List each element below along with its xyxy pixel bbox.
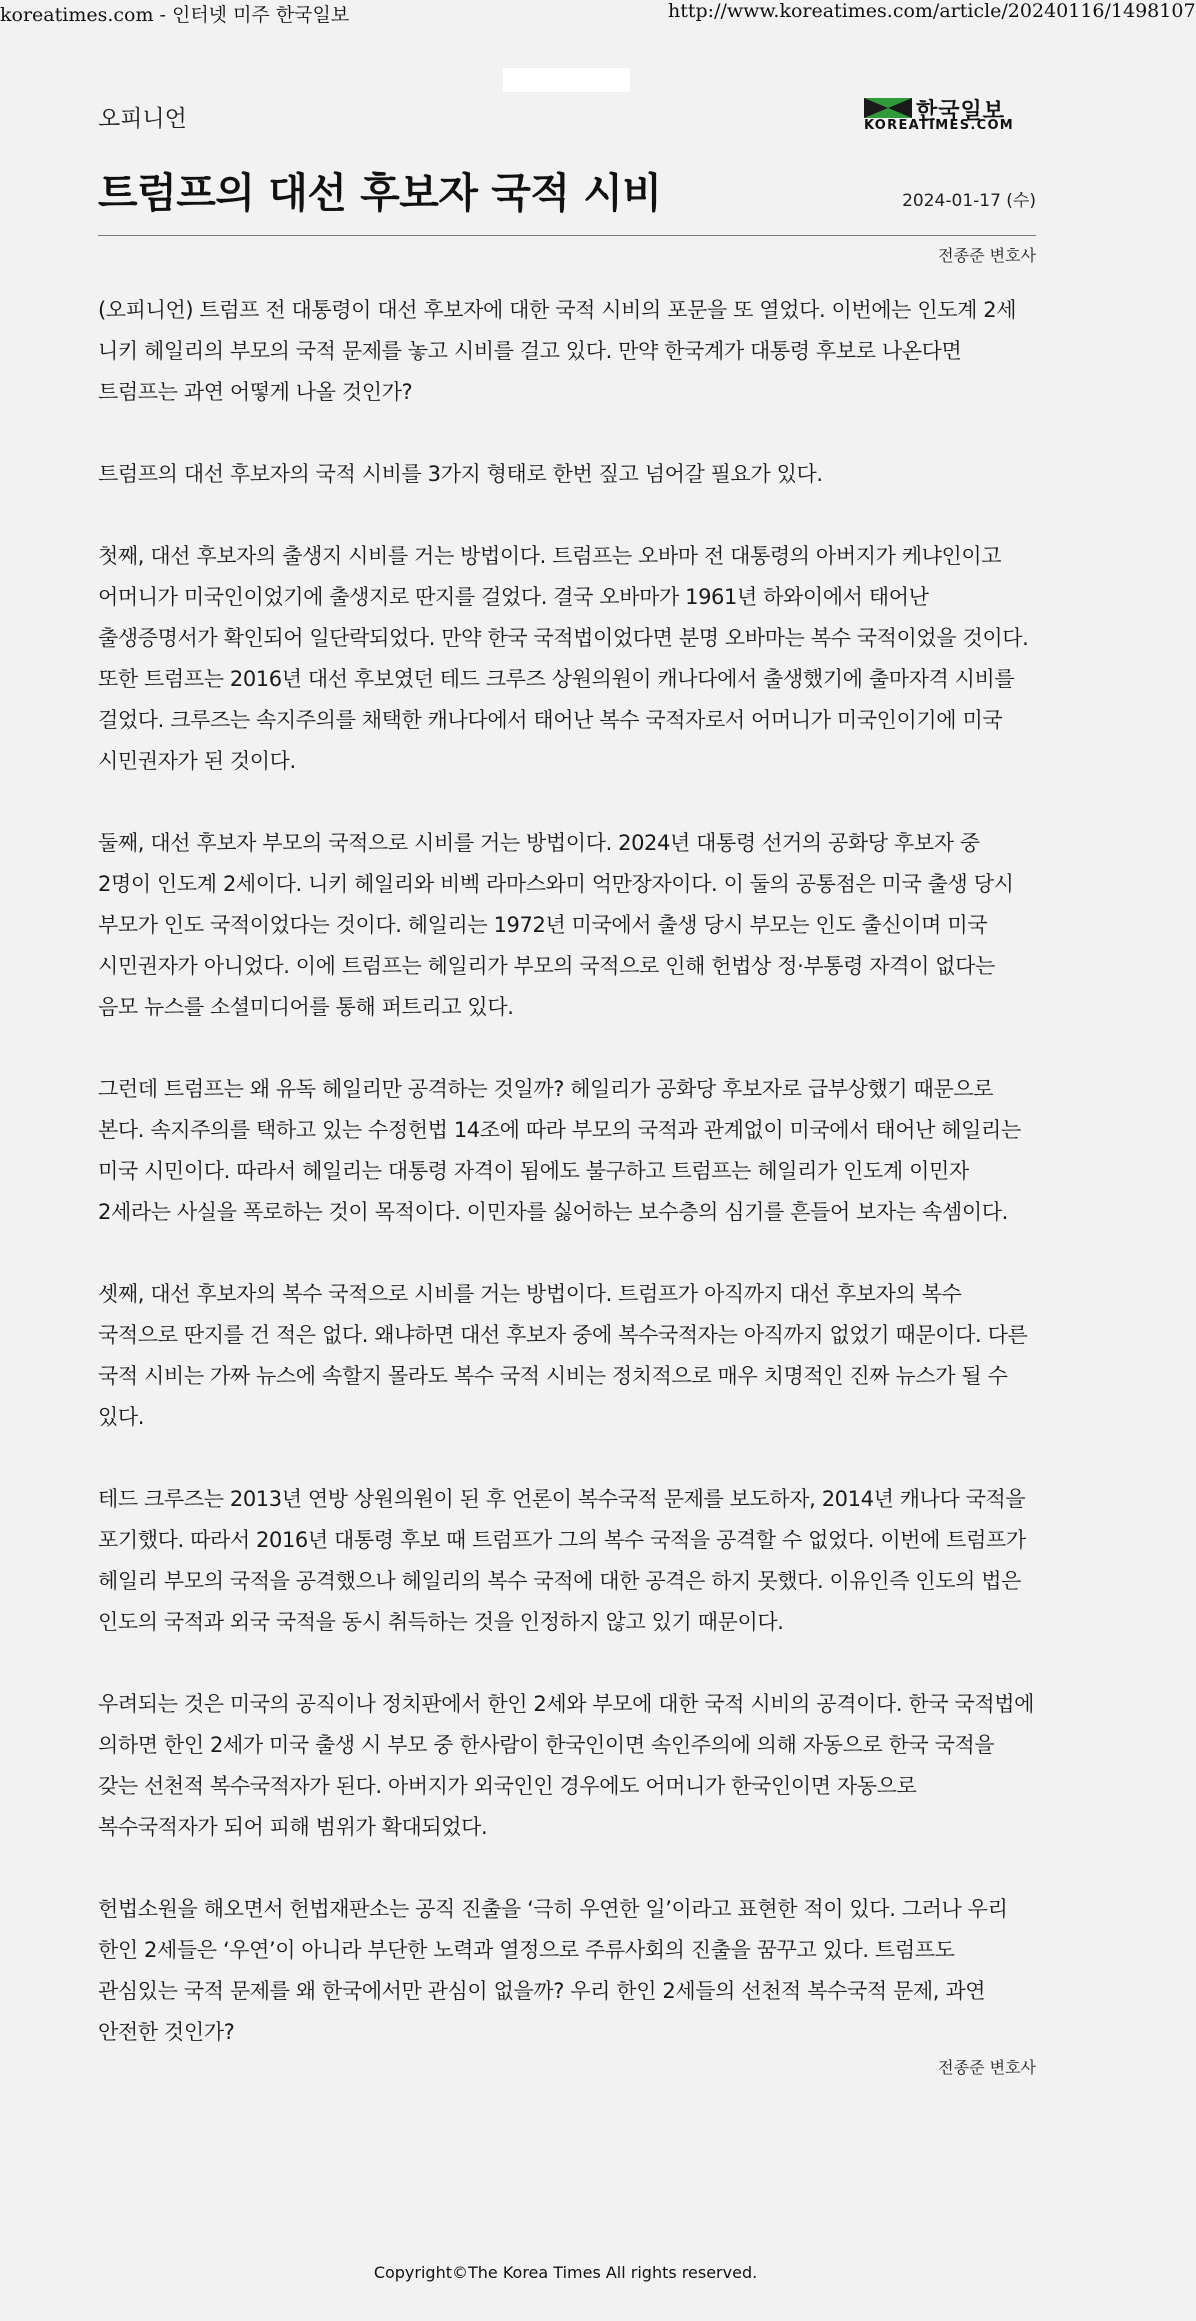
article-paragraph: 헌법소원을 해오면서 헌법재판소는 공직 진출을 ‘극히 우연한 일’이라고 표현한 적이 있다. 그러나 우리 한인 2세들은 ‘우연’이 아니라 부단한 노력과 열정으로 주류사회의 진출을 꿈꾸고 있다. 트럼프도 관심있는 국적 문제를 왜 한국에서만 관심이 없을까? 우리 한인 2세들의 선천적 복수국적 문제, 과연 안전한 것인가? <box>98 1897 1008 2044</box>
logo-flag-icon <box>864 98 912 118</box>
article-date: 2024-01-17 (수) <box>902 191 1036 211</box>
print-header-site: koreatimes.com - 인터넷 미주 한국일보 <box>0 4 350 26</box>
article-paragraph: 첫째, 대선 후보자의 출생지 시비를 거는 방법이다. 트럼프는 오바마 전 대통령의 아버지가 케냐인이고 어머니가 미국인이었기에 출생지로 딴지를 걸었다. 결국 오바마가 1961년 하와이에서 태어난 출생증명서가 확인되어 일단락되었다. 만약 한국 국적법이었다면 분명 오바마는 복수 국적이었을 것이다. 또한 트럼프는 2016년 대선 후보였던 테드 크루즈 상원의원이 캐나다에서 출생했기에 출마자격 시비를 걸었다. 크루즈는 속지주의를 채택한 캐나다에서 태어난 복수 국적자로서 어머니가 미국인이기에 미국 시민권자가 된 것이다. <box>98 544 1029 773</box>
article-paragraph: 트럼프의 대선 후보자의 국적 시비를 3가지 형태로 한번 짚고 넘어갈 필요가 있다. <box>98 462 823 486</box>
section-label[interactable]: 오피니언 <box>98 106 187 132</box>
article-body <box>98 290 1038 2053</box>
print-header-url[interactable]: http://www.koreatimes.com/article/20240116/1498107 <box>668 0 1196 22</box>
article-paragraph: 셋째, 대선 후보자의 복수 국적으로 시비를 거는 방법이다. 트럼프가 아직까지 대선 후보자의 복수 국적으로 딴지를 건 적은 없다. 왜냐하면 대선 후보자 중에 복수국적자는 아직까지 없었기 때문이다. 다른 국적 시비는 가짜 뉴스에 속할지 몰라도 복수 국적 시비는 정치적으로 매우 치명적인 진짜 뉴스가 될 수 있다. <box>98 1282 1028 1429</box>
redaction-box-top <box>503 68 630 92</box>
article-paragraph: 우려되는 것은 미국의 공직이나 정치판에서 한인 2세와 부모에 대한 국적 시비의 공격이다. 한국 국적법에 의하면 한인 2세가 미국 출생 시 부모 중 한사람이 한국인이면 속인주의에 의해 자동으로 한국 국적을 갖는 선천적 복수국적자가 된다. 아버지가 외국인인 경우에도 어머니가 한국인이면 자동으로 복수국적자가 되어 피해 범위가 확대되었다. <box>98 1692 1035 1839</box>
article-paragraph: 테드 크루즈는 2013년 연방 상원의원이 된 후 언론이 복수국적 문제를 보도하자, 2014년 캐나다 국적을 포기했다. 따라서 2016년 대통령 후보 때 트럼프가 그의 복수 국적을 공격할 수 없었다. 이번에 트럼프가 헤일리 부모의 국적을 공격했으나 헤일리의 복수 국적에 대한 공격은 하지 못했다. 이유인즉 인도의 법은 인도의 국적과 외국 국적을 동시 취득하는 것을 인정하지 않고 있기 때문이다. <box>98 1487 1026 1634</box>
logo-korean-text: 한국일보 <box>916 99 1006 124</box>
copyright-notice: Copyright©The Korea Times All rights reserved. <box>373 2263 758 2282</box>
article-title: 트럼프의 대선 후보자 국적 시비 <box>98 169 662 217</box>
koreatimes-logo[interactable] <box>864 96 1037 134</box>
closing-author: 전종준 변호사 <box>938 2058 1036 2077</box>
article-paragraph: 그런데 트럼프는 왜 유독 헤일리만 공격하는 것일까? 헤일리가 공화당 후보자로 급부상했기 때문으로 본다. 속지주의를 택하고 있는 수정헌법 14조에 따라 부모의 국적과 관계없이 미국에서 태어난 헤일리는 미국 시민이다. 따라서 헤일리는 대통령 자격이 됨에도 불구하고 트럼프는 헤일리가 인도계 이민자 2세라는 사실을 폭로하는 것이 목적이다. 이민자를 싫어하는 보수층의 심기를 흔들어 보자는 속셈이다. <box>98 1077 1021 1224</box>
article-author: 전종준 변호사 <box>938 246 1036 265</box>
article-paragraph: (오피니언) 트럼프 전 대통령이 대선 후보자에 대한 국적 시비의 포문을 또 열었다. 이번에는 인도계 2세 니키 헤일리의 부모의 국적 문제를 놓고 시비를 걸고 있다. 만약 한국계가 대통령 후보로 나온다면 트럼프는 과연 어떻게 나올 것인가? <box>98 298 1017 404</box>
logo-english-text: KOREATIMES.COM <box>864 118 1015 133</box>
print-header <box>0 0 1196 26</box>
title-divider <box>98 235 1036 236</box>
article-paragraph: 둘째, 대선 후보자 부모의 국적으로 시비를 거는 방법이다. 2024년 대통령 선거의 공화당 후보자 중 2명이 인도계 2세이다. 니키 헤일리와 비벡 라마스와미 억만장자이다. 이 둘의 공통점은 미국 출생 당시 부모가 인도 국적이었다는 것이다. 헤일리는 1972년 미국에서 출생 당시 부모는 인도 출신이며 미국 시민권자가 아니었다. 이에 트럼프는 헤일리가 부모의 국적으로 인해 헌법상 정·부통령 자격이 없다는 음모 뉴스를 소셜미디어를 통해 퍼트리고 있다. <box>98 831 1014 1019</box>
